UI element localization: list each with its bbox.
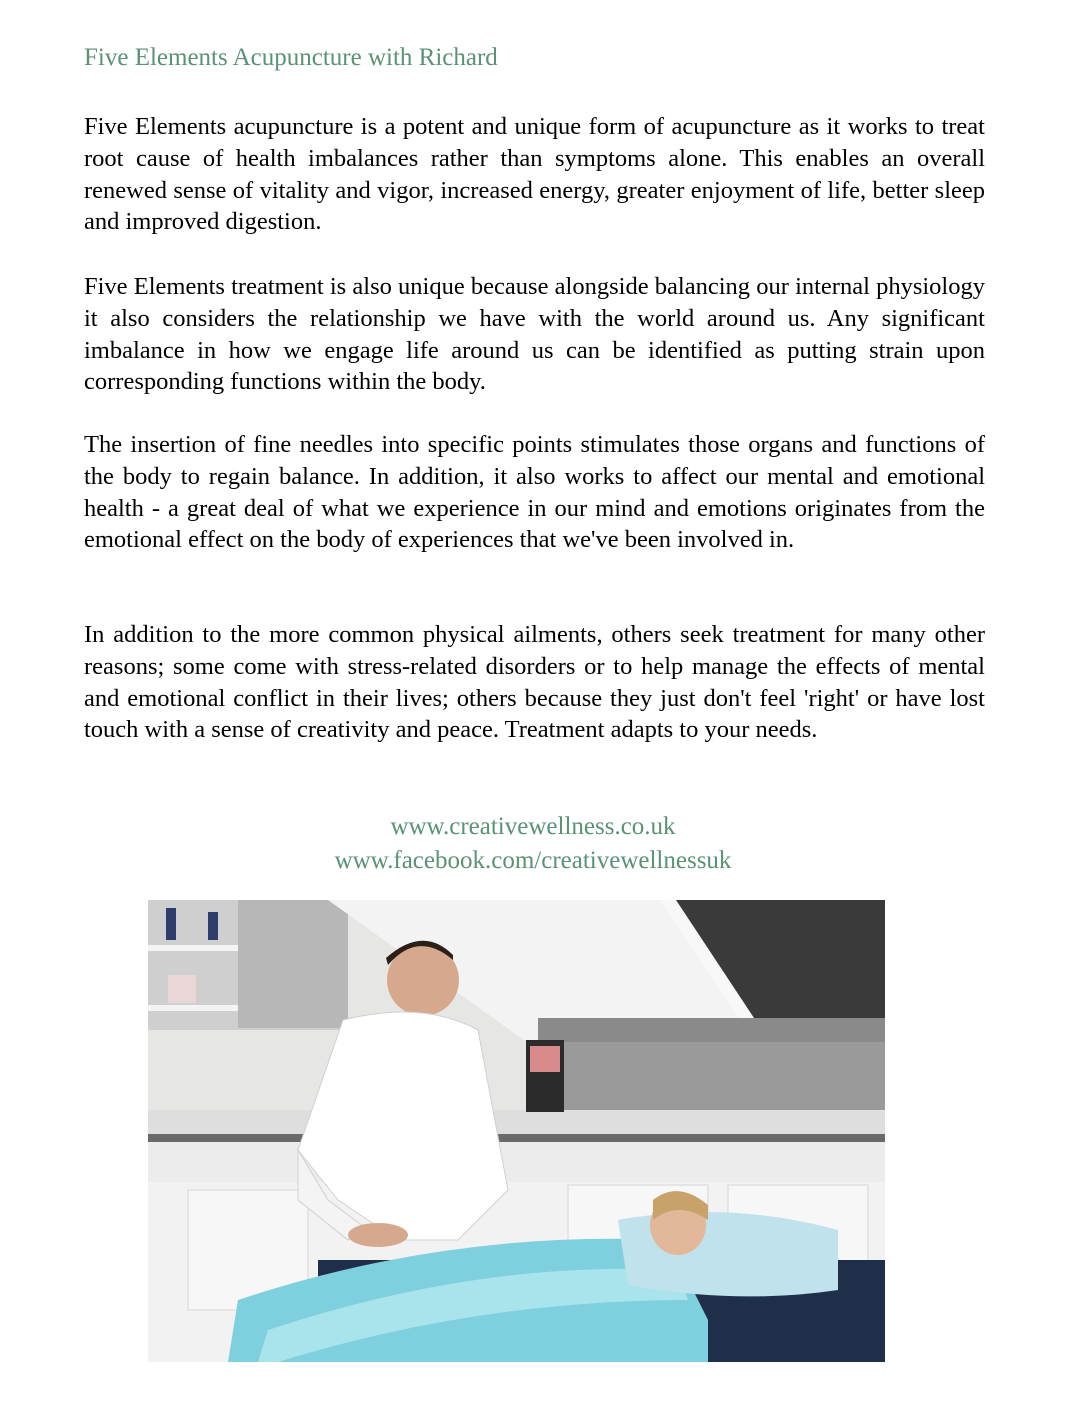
- paragraph-relationship: Five Elements treatment is also unique because alongside balancing our internal physiology it also considers the relationship we have with the world around us. Any significant imbalance in how we engage life around us can be identified as putting strain upon corresponding functions within the body.: [84, 273, 985, 396]
- paragraph-needles: The insertion of fine needles into specific points stimulates those organs and functions of the body to regain balance. In addition, it also works to affect our mental and emotional health - a great deal of what we experience in our mind and emotions originates from the emotional effect on the body of experiences that we've been involved in.: [84, 431, 985, 554]
- contact-links: [0, 810, 1066, 878]
- page-title: Five Elements Acupuncture with Richard: [84, 44, 498, 71]
- paragraph-intro: Five Elements acupuncture is a potent and unique form of acupuncture as it works to treat root cause of health imbalances rather than symptoms alone. This enables an overall renewed sense of vitality and vigor, increased energy, greater enjoyment of life, better sleep and improved digestion.: [84, 113, 985, 236]
- website-link[interactable]: www.creativewellness.co.uk: [390, 813, 676, 840]
- paragraph-reasons: In addition to the more common physical ailments, others seek treatment for many other reasons; some come with stress-related disorders or to help manage the effects of mental and emotional conflict in their lives; others because they just don't feel 'right' or have lost touch with a sense of creativity and peace. Treatment adapts to your needs.: [84, 621, 985, 744]
- treatment-room-photo: [148, 900, 885, 1362]
- facebook-link[interactable]: www.facebook.com/creativewellnessuk: [334, 847, 732, 874]
